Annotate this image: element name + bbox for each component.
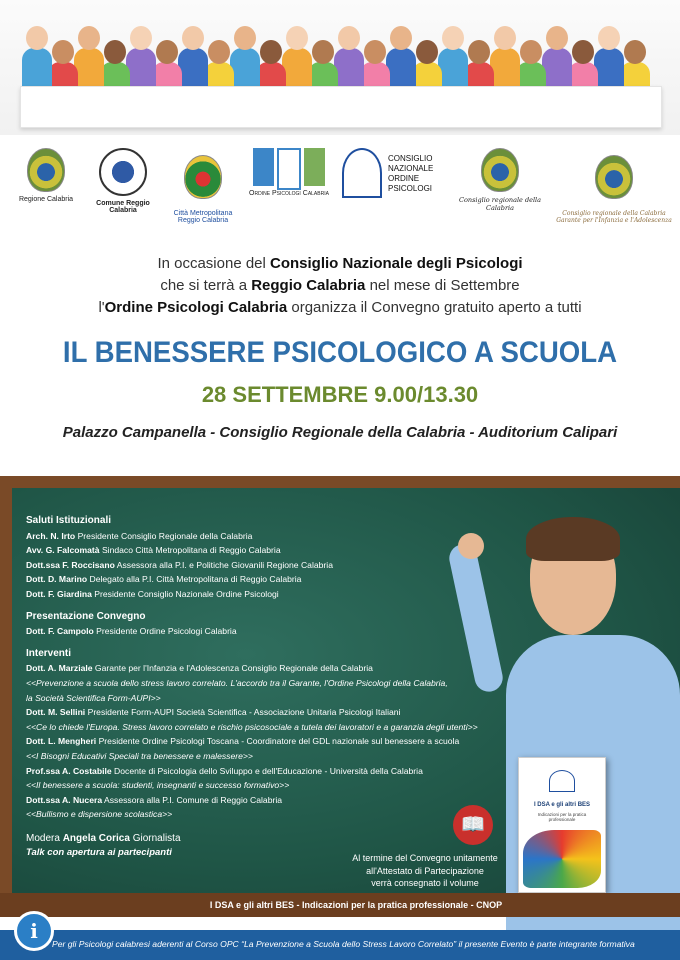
teacher-hand <box>458 533 484 559</box>
event-title: IL BENESSERE PSICOLOGICO A SCUOLA <box>62 336 618 369</box>
ordine-psicologi-calabria-logo <box>244 140 334 197</box>
intro-line-2: che si terrà a Reggio Calabria nel mese di Settembre <box>160 277 520 294</box>
book-subtitle: Indicazioni per la pratica professionale <box>537 812 587 822</box>
crest-icon <box>184 155 222 199</box>
logo-label: CONSIGLIO NAZIONALE ORDINE PSICOLOGI <box>388 154 434 193</box>
intro-line-1: In occasione del Consiglio Nazionale degli Psicologi <box>157 255 523 272</box>
list-item: Dott. A. Marziale Garante per l'Infanzia e l'Adolescenza Consiglio Regionale della Calabria <box>26 663 373 674</box>
talk-note: Talk con apertura ai partecipanti <box>26 847 172 859</box>
talk-topic: <<Ce lo chiede l'Europa. Stress lavoro correlato e rischio psicosociale a tutela dei lavoratori e a garanzia degli utenti>> <box>26 721 478 732</box>
section-title: Saluti Istituzionali <box>26 515 112 526</box>
logo-label: Regione Calabria <box>18 196 74 203</box>
book-art <box>523 830 601 888</box>
talk-topic: <<I Bisogni Educativi Speciali tra benessere e malessere>> <box>26 750 253 761</box>
opc-icon <box>253 148 325 186</box>
event-date: 28 SETTEMBRE 9.00/13.30 <box>201 382 479 407</box>
logo-label: Consiglio regionale della Calabria <box>459 196 541 212</box>
talk-topic: <<Bullismo e dispersione scolastica>> <box>26 809 173 820</box>
list-item: Dott. F. Giardina Presidente Consiglio Nazionale Ordine Psicologi <box>26 588 279 599</box>
section-title: Interventi <box>26 647 72 659</box>
list-item: Dott. D. Marino Delegato alla P.I. Città Metropolitana di Reggio Calabria <box>26 574 302 585</box>
event-venue: Palazzo Campanella - Consiglio Regionale della Calabria - Auditorium Calipari <box>62 424 618 441</box>
intro-line-3: l'Ordine Psicologi Calabria organizza il Convegno gratuito aperto a tutti <box>98 299 582 316</box>
list-item: Dott. L. Mengheri Presidente Ordine Psicologi Toscana - Coordinatore del GDL nazionale sul benessere a scuola <box>26 736 460 747</box>
info-icon: i <box>14 911 54 951</box>
program <box>26 514 506 861</box>
logo-label: Comune Reggio Calabria <box>96 200 150 214</box>
crest-icon <box>27 148 65 192</box>
footer-text: Per gli Psicologi calabresi aderenti al Corso OPC “La Prevenzione a Scuola dello Stress Lavoro Correlato” il presente Evento è parte integrante formativa <box>52 939 635 949</box>
talk-topic: <<Prevenzione a scuola dello stress lavoro correlato. L'accordo tra il Garante, l'Ordine Psicologi della Calabria, <box>26 677 448 688</box>
comune-reggio-logo <box>84 140 162 214</box>
footer-bar <box>0 930 680 960</box>
list-item: Dott. M. Sellini Presidente Form-AUPI Società Scientifica - Associazione Unitaria Psicologi Italiani <box>26 707 401 718</box>
attestato-note: Al termine del Convegno unitamente all'Attestato di Partecipazione verrà consegnato il volume <box>352 853 498 888</box>
book-caption: I DSA e gli altri BES - Indicazioni per la pratica professionale - CNOP <box>209 900 503 910</box>
psi-icon <box>342 148 382 198</box>
list-item: Avv. G. Falcomatà Sindaco Città Metropolitana di Reggio Calabria <box>26 545 281 556</box>
talk-topic: la Società Scientifica Form-AUPI>> <box>26 692 161 703</box>
logo-label: Città Metropolitana Reggio Calabria <box>173 210 233 224</box>
list-item: Dott.ssa A. Nucera Assessora alla P.I. Comune di Reggio Calabria <box>26 794 283 805</box>
book-cover <box>518 757 606 893</box>
list-item: Dott.ssa F. Roccisano Assessora alla P.I. e Politiche Giovanili Regione Calabria <box>26 559 333 570</box>
cnop-mini-icon <box>549 770 575 792</box>
seal-icon <box>99 148 147 196</box>
list-item: Arch. N. Irto Presidente Consiglio Regionale della Calabria <box>26 530 253 541</box>
book-icon: 📖 <box>453 805 493 845</box>
garante-infanzia-logo <box>556 140 672 231</box>
regione-calabria-logo <box>14 140 78 203</box>
book-title: I DSA e gli altri BES <box>533 802 591 808</box>
logo-label: Consiglio regionale della Calabria Garante per l'Infanzia e l'Adolescenza <box>556 210 672 224</box>
list-item: Prof.ssa A. Costabile Docente di Psicologia dello Sviluppo e dell'Educazione - Università della Calabria <box>26 765 423 776</box>
consiglio-regionale-logo <box>448 140 552 212</box>
teacher-hair <box>526 517 620 561</box>
section-title: Presentazione Convegno <box>26 610 146 622</box>
list-item: Dott. F. Campolo Presidente Ordine Psicologi Calabria <box>26 626 237 637</box>
citta-metropolitana-logo <box>168 140 238 231</box>
banner-board <box>20 86 662 128</box>
intro-text <box>0 253 680 319</box>
talk-topic: <<Il benessere a scuola: studenti, insegnanti e successo formativo>> <box>26 780 290 791</box>
logo-label: Ordine Psicologi Calabria <box>249 190 329 197</box>
crest-icon <box>595 155 633 199</box>
moderator: Modera Angela Corica Giornalista <box>26 832 181 844</box>
logos-row <box>0 140 680 222</box>
children-banner <box>0 0 680 135</box>
crest-icon <box>481 148 519 192</box>
